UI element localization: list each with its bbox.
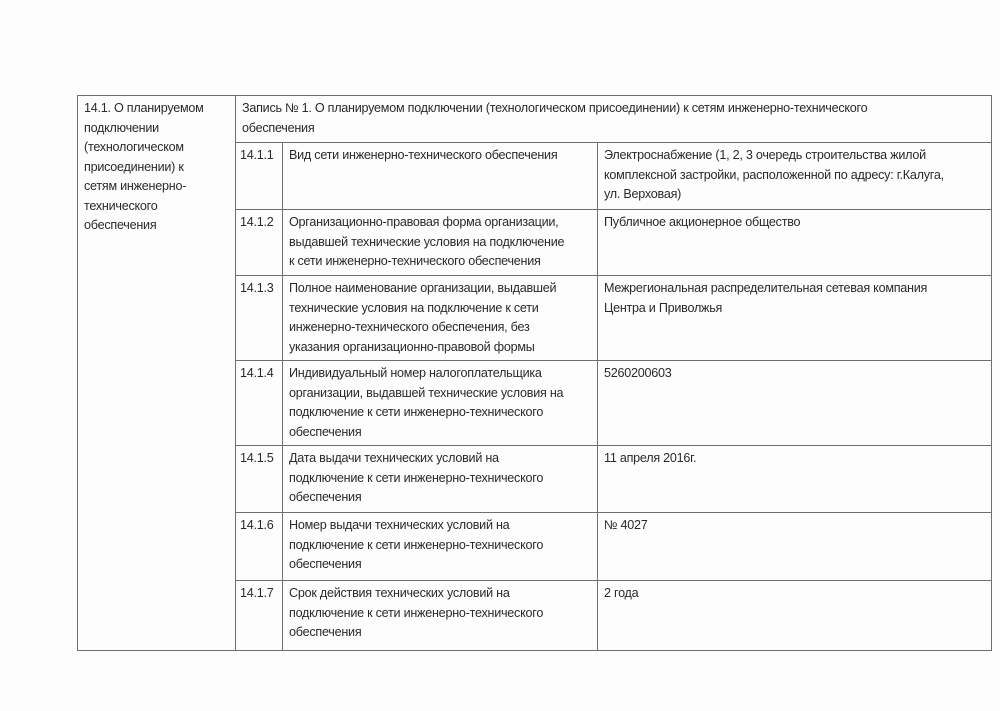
record-title: Запись № 1. О планируемом подключении (технологическом присоединении) к сетям инженерно-технического обеспечения [242,101,868,135]
row-description: Дата выдачи технических условий на подключение к сети инженерно-технического обеспечения [283,446,598,513]
row-description: Организационно-правовая форма организации, выдавшей технические условия на подключение к сети инженерно-технического обеспечения [283,210,598,276]
row-number: 14.1.3 [236,276,283,361]
row-number: 14.1.2 [236,210,283,276]
row-value: № 4027 [598,513,992,581]
row-value: Электроснабжение (1, 2, 3 очередь строительства жилой комплексной застройки, расположенной по адресу: г.Калуга, ул. Верховая) [598,143,992,210]
row-number: 14.1.5 [236,446,283,513]
document-table [77,95,992,651]
row-value: Публичное акционерное общество [598,210,992,276]
row-value: 11 апреля 2016г. [598,446,992,513]
row-description: Номер выдачи технических условий на подключение к сети инженерно-технического обеспечения [283,513,598,581]
row-value: Межрегиональная распределительная сетевая компания Центра и Приволжья [598,276,992,361]
row-description: Индивидуальный номер налогоплательщика организации, выдавшей технические условия на подключение к сети инженерно-технического обеспечения [283,361,598,446]
row-number: 14.1.6 [236,513,283,581]
row-description: Полное наименование организации, выдавшей технические условия на подключение к сети инженерно-технического обеспечения, без указания организационно-правовой формы [283,276,598,361]
row-value: 5260200603 [598,361,992,446]
row-number: 14.1.1 [236,143,283,210]
row-description: Вид сети инженерно-технического обеспечения [283,143,598,210]
row-number: 14.1.4 [236,361,283,446]
section-label-cell [78,96,236,651]
record-header-row [78,96,992,143]
record-title-cell [236,96,992,143]
row-number: 14.1.7 [236,581,283,651]
section-label: 14.1. О планируемом подключении (технологическом присоединении) к сетям инженерно- технического обеспечения [84,101,204,232]
row-description: Срок действия технических условий на подключение к сети инженерно-технического обеспечения [283,581,598,651]
row-value: 2 года [598,581,992,651]
